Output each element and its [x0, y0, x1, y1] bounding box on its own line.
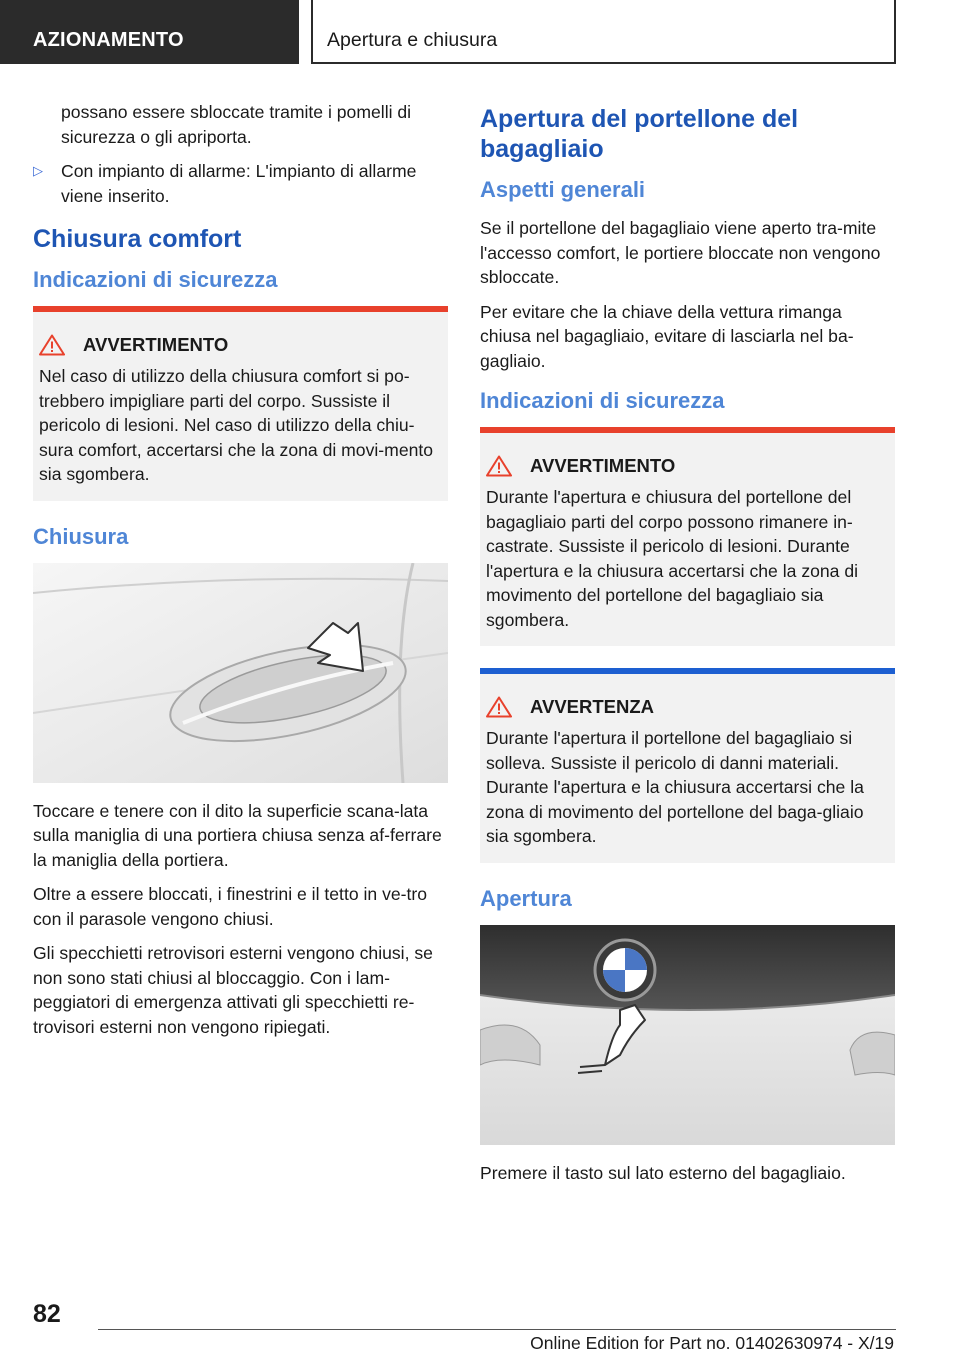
footer-edition: Online Edition for Part no. 01402630974 - X/19: [530, 1333, 894, 1353]
continued-bullet-text: possano essere sbloccate tramite i pomelli di sicurezza o gli apriporta.: [61, 102, 412, 147]
heading-comfort-locking: Chiusura comfort: [33, 225, 242, 253]
warning-box: [480, 427, 895, 646]
paragraph: Se il portellone del bagagliaio viene aperto tra-mite l'accesso comfort, le portiere bloccate non vengono sbloccate.: [480, 218, 881, 287]
section-tab: [0, 0, 299, 64]
warning-text: Nel caso di utilizzo della chiusura comfort si po-trebbero impigliare parti del corpo. Sussiste il pericolo di lesioni. Nel caso di utilizzo della chiu-sura comfort, accertarsi che la zona di movi-mento sia sgombera.: [39, 366, 434, 484]
topic-title: Apertura e chiusura: [327, 29, 498, 51]
heading-general: Aspetti generali: [480, 177, 646, 202]
triangle-right-icon: ▷: [33, 163, 43, 178]
paragraph: Toccare e tenere con il dito la superficie scana-lata sulla maniglia di una portiera chiusa senza af-ferrare la maniglia della portiera.: [33, 800, 442, 870]
heading-opening: Apertura: [480, 885, 572, 911]
warning-box: [33, 306, 448, 501]
warning-triangle-icon: [486, 696, 512, 718]
list-item: [33, 159, 448, 208]
heading-safety-notes: Indicazioni di sicurezza: [480, 388, 725, 413]
topic-tab: [311, 0, 896, 64]
paragraph: Gli specchietti retrovisori esterni vengono chiusi, se non sono stati chiusi al bloccaggio. Con i lam-peggiatori di emergenza attivati gli specchietti re-trovisori esterni non vengono ripiegati.: [33, 943, 433, 1037]
note-heading: [486, 696, 887, 718]
page-number: 82: [33, 1300, 61, 1328]
warning-heading: [486, 455, 887, 477]
footer-divider: [98, 1329, 896, 1330]
warning-heading: [39, 334, 440, 356]
warning-text: Durante l'apertura e chiusura del portellone del bagagliaio parti del corpo possono rimanere in-castrate. Sussiste il pericolo di lesioni. Durante l'apertura e la chiusura accertarsi che la zona di movimento del portellone del bagagliaio sia sgombera.: [486, 487, 859, 630]
heading-tailgate-opening: Apertura del portellone del bagagliaio: [480, 105, 799, 163]
note-box: [480, 668, 895, 863]
left-column: [33, 100, 448, 1049]
heading-locking: Chiusura: [33, 523, 129, 549]
paragraph: Oltre a essere bloccati, i finestrini e il tetto in ve-tro con il parasole vengono chiusi.: [33, 884, 428, 929]
warning-triangle-icon: [39, 334, 65, 356]
heading-safety-notes: Indicazioni di sicurezza: [33, 267, 278, 292]
section-title: AZIONAMENTO: [33, 29, 184, 51]
figure-caption: Premere il tasto sul lato esterno del bagagliaio.: [480, 1162, 846, 1183]
note-text: Durante l'apertura il portellone del bagagliaio si solleva. Sussiste il pericolo di danni materiali. Durante l'apertura e la chiusura accertarsi che la zona di movimento del portellone del baga-gliaio sia sgombera.: [486, 728, 864, 846]
door-handle-illustration: [33, 563, 448, 783]
warning-title: AVVERTIMENTO: [83, 334, 229, 355]
warning-title: AVVERTIMENTO: [530, 455, 676, 476]
right-column: [480, 100, 895, 1195]
note-title: AVVERTENZA: [530, 696, 655, 717]
list-item-text: Con impianto di allarme: L'impianto di allarme viene inserito.: [61, 161, 417, 206]
paragraph: Per evitare che la chiave della vettura rimanga chiusa nel bagagliaio, evitare di lasciarla nel ba-gagliaio.: [480, 301, 854, 371]
trunk-button-illustration: [480, 925, 895, 1145]
warning-triangle-icon: [486, 455, 512, 477]
